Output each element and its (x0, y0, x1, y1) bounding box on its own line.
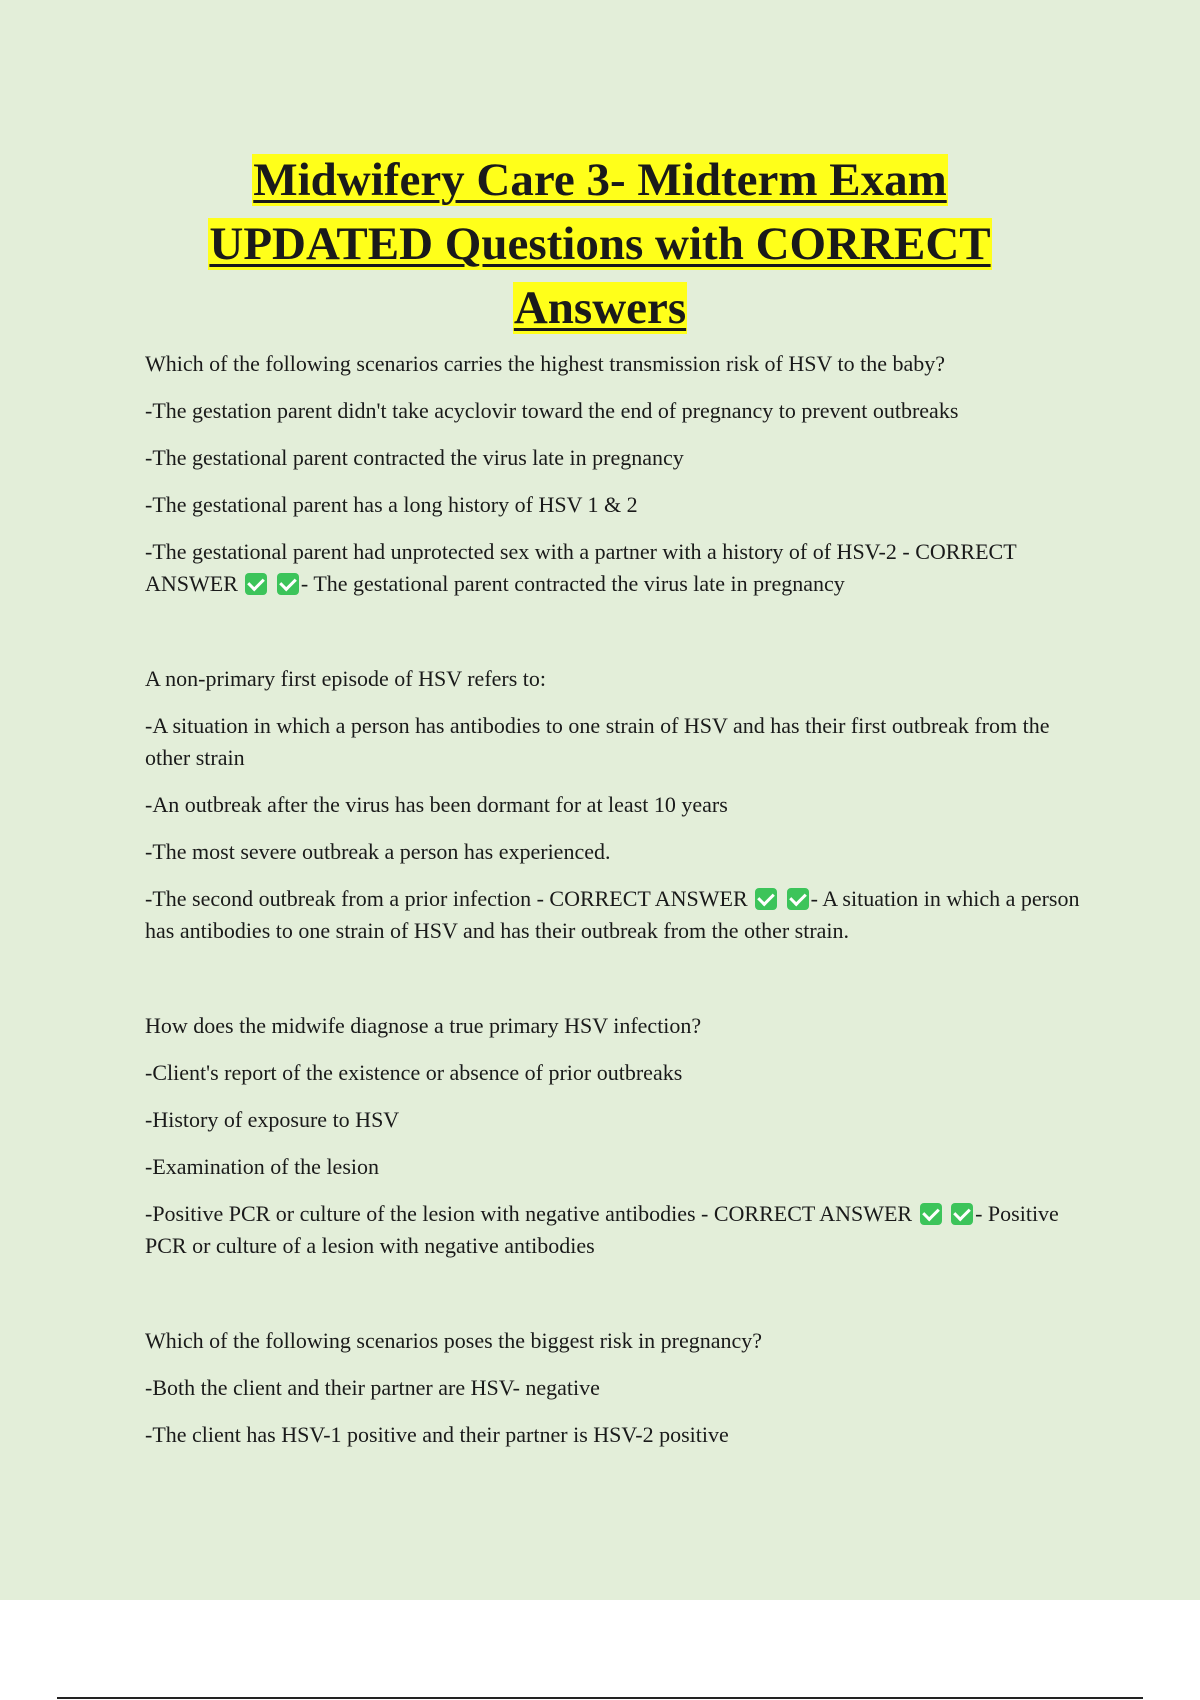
option-text: -The gestational parent contracted the virus late in pregnancy (145, 445, 684, 470)
option-text: -Client's report of the existence or absence of prior outbreaks (145, 1060, 683, 1085)
correct-answer-text: - The gestational parent contracted the virus late in pregnancy (300, 571, 845, 596)
question-text: Which of the following scenarios poses the biggest risk in pregnancy? (145, 1328, 763, 1353)
check-mark-icon (755, 888, 777, 910)
option-text: -The most severe outbreak a person has experienced. (145, 839, 611, 864)
check-mark-icon (787, 888, 809, 910)
question-block-1 (145, 348, 1085, 600)
check-mark-icon (920, 1203, 942, 1225)
option-text: -Examination of the lesion (145, 1154, 379, 1179)
question-text: Which of the following scenarios carries the highest transmission risk of HSV to the baby? (145, 351, 945, 376)
title-line-3: Answers (513, 282, 687, 334)
check-mark-icon (951, 1203, 973, 1225)
check-mark-icon (245, 573, 267, 595)
option-text: -An outbreak after the virus has been dormant for at least 10 years (145, 792, 728, 817)
answer-paragraph (145, 883, 1085, 947)
option-text: -The second outbreak from a prior infection - CORRECT ANSWER (145, 886, 748, 911)
option-text: -Both the client and their partner are HSV- negative (145, 1375, 600, 1400)
title-line-1: Midwifery Care 3- Midterm Exam (253, 154, 947, 206)
check-mark-icon (277, 573, 299, 595)
footer-divider (57, 1697, 1143, 1699)
option-text: -The gestation parent didn't take acyclovir toward the end of pregnancy to prevent outbreaks (145, 398, 959, 423)
answer-paragraph (145, 536, 1085, 600)
question-list (145, 348, 1085, 1514)
document-title (0, 148, 1200, 340)
option-text: -The gestational parent has a long history of HSV 1 & 2 (145, 492, 638, 517)
option-text: -History of exposure to HSV (145, 1107, 400, 1132)
option-text: -Positive PCR or culture of the lesion with negative antibodies - CORRECT ANSWER (145, 1201, 913, 1226)
title-line-2: UPDATED Questions with CORRECT (209, 218, 991, 270)
question-block-3 (145, 1010, 1085, 1262)
question-block-2 (145, 663, 1085, 947)
correct-answer-text: - A situation in which a person has antibodies to one strain of HSV and has their outbreak from the other strain. (145, 886, 1080, 943)
question-text: A non-primary first episode of HSV refers to: (145, 666, 547, 691)
option-text: -The gestational parent had unprotected sex with a partner with a history of of HSV-2 - CORRECT ANSWER (145, 539, 1017, 596)
question-text: How does the midwife diagnose a true primary HSV infection? (145, 1013, 702, 1038)
answer-paragraph (145, 1198, 1085, 1262)
question-block-4 (145, 1325, 1085, 1451)
option-text: -The client has HSV-1 positive and their partner is HSV-2 positive (145, 1422, 729, 1447)
correct-answer-text: - Positive PCR or culture of a lesion with negative antibodies (145, 1201, 1059, 1258)
option-text: -A situation in which a person has antibodies to one strain of HSV and has their first outbreak from the other strain (145, 713, 1050, 770)
